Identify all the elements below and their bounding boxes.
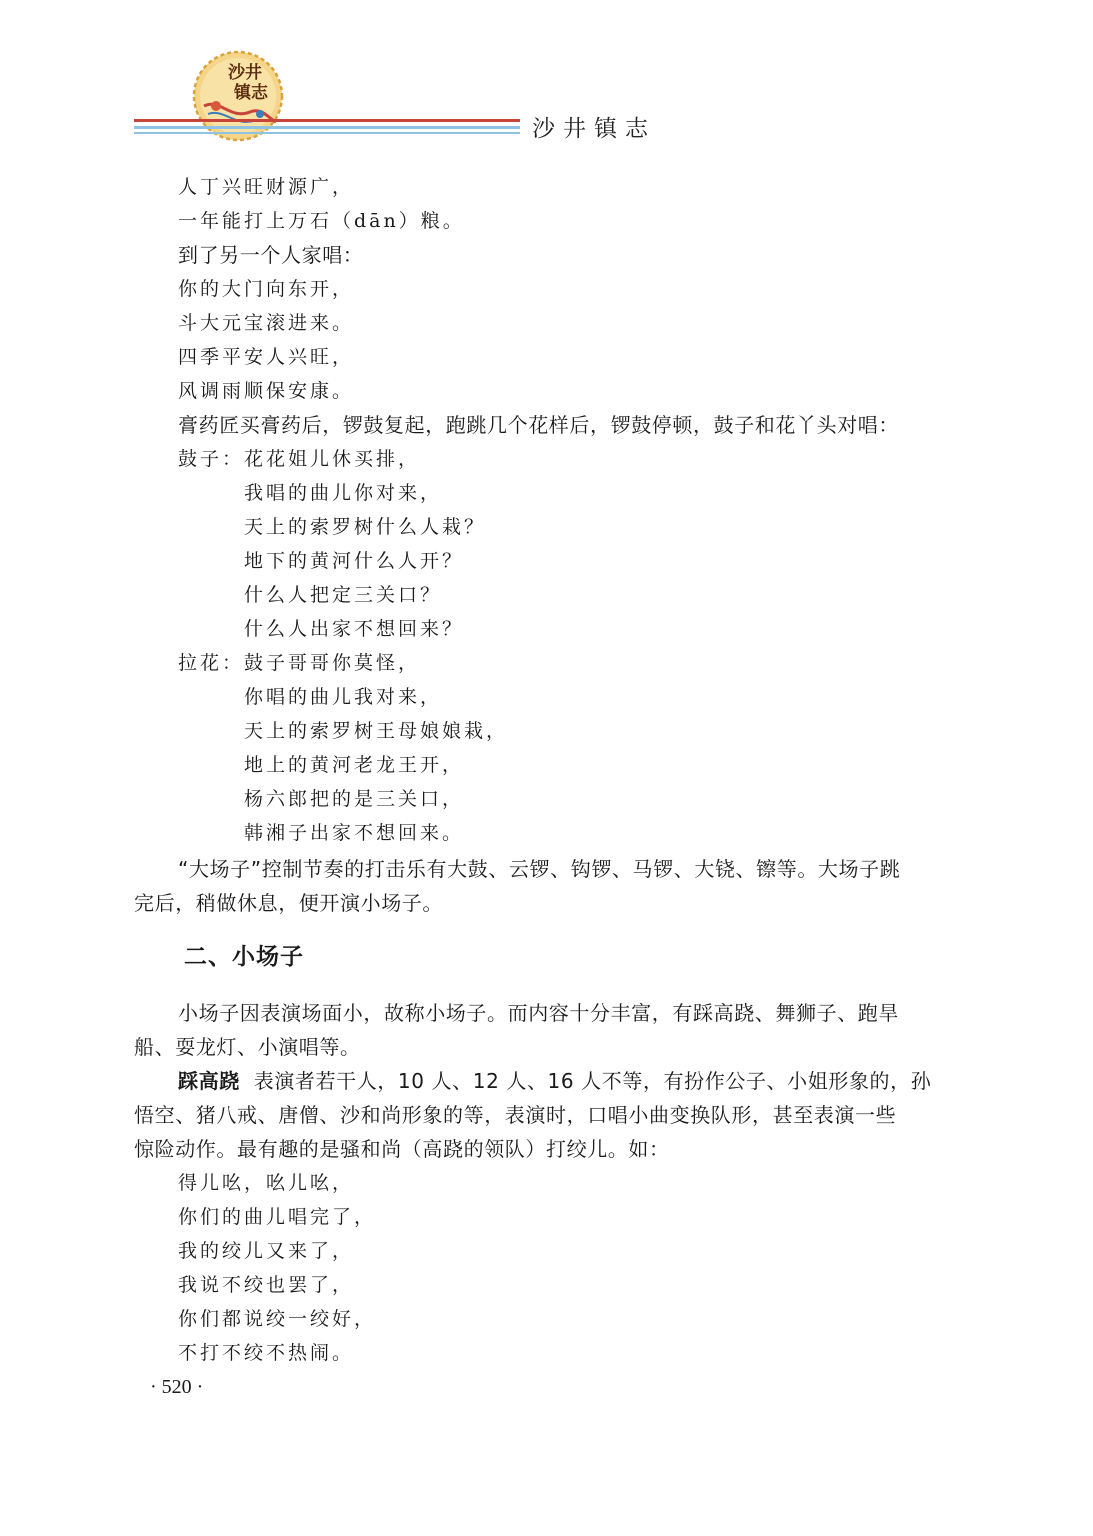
verse-line: 风调雨顺保安康。 bbox=[178, 380, 355, 402]
text-line: 到了另一个人家唱： bbox=[178, 243, 364, 267]
logo-text-line2: 镇志 bbox=[234, 83, 268, 103]
section-heading: 二、小场子 bbox=[184, 944, 304, 970]
header-rule-blue bbox=[134, 126, 520, 129]
verse-line: 天上的索罗树王母娘娘栽， bbox=[244, 720, 509, 742]
stilts-intro: 表演者若干人，10 人、12 人、16 人不等，有扮作公子、小姐形象的，孙 bbox=[253, 1069, 932, 1093]
text-line: “大场子”控制节奏的打击乐有大鼓、云锣、钩锣、马锣、大铙、镲等。大场子跳 bbox=[178, 857, 901, 881]
text-line bbox=[178, 1064, 931, 1098]
text-line: 惊险动作。最有趣的是骚和尚（高跷的领队）打绞儿。如： bbox=[134, 1137, 670, 1161]
text-line: 完后，稍做休息，便开演小场子。 bbox=[134, 891, 443, 915]
page-header bbox=[0, 0, 1093, 160]
term-stilts: 踩高跷 bbox=[178, 1069, 240, 1093]
dialogue-line: 拉花：鼓子哥哥你莫怪， bbox=[178, 652, 421, 674]
running-head: 沙井镇志 bbox=[532, 116, 656, 142]
verse-line: 什么人把定三关口？ bbox=[244, 584, 443, 606]
logo-text-line1: 沙井 bbox=[228, 63, 262, 83]
verse-line: 地下的黄河什么人开？ bbox=[244, 550, 465, 572]
town-chronicle-logo bbox=[190, 48, 286, 144]
text-line: 小场子因表演场面小，故称小场子。而内容十分丰富，有踩高跷、舞狮子、跑旱 bbox=[178, 1001, 899, 1025]
verse-line: 得儿吆，吆儿吆， bbox=[178, 1172, 355, 1194]
verse-line: 不打不绞不热闹。 bbox=[178, 1342, 355, 1364]
verse-line: 我说不绞也罢了， bbox=[178, 1274, 355, 1296]
verse-line: 杨六郎把的是三关口， bbox=[244, 788, 465, 810]
verse-line: 我唱的曲儿你对来， bbox=[244, 482, 443, 504]
verse-line: 我的绞儿又来了， bbox=[178, 1240, 355, 1262]
page-number: · 520 · bbox=[150, 1376, 204, 1398]
verse-line: 你唱的曲儿我对来， bbox=[244, 686, 443, 708]
text-line: 船、耍龙灯、小演唱等。 bbox=[134, 1035, 361, 1059]
verse-line: 什么人出家不想回来？ bbox=[244, 618, 465, 640]
verse-line: 你们都说绞一绞好， bbox=[178, 1308, 377, 1330]
verse-line: 你们的曲儿唱完了， bbox=[178, 1206, 377, 1228]
text-line: 膏药匠买膏药后，锣鼓复起，跑跳几个花样后，锣鼓停顿，鼓子和花丫头对唱： bbox=[178, 413, 899, 437]
header-rule-blue-thin bbox=[134, 132, 520, 134]
verse-line: 韩湘子出家不想回来。 bbox=[244, 822, 465, 844]
verse-line: 斗大元宝滚进来。 bbox=[178, 312, 355, 334]
verse-line: 天上的索罗树什么人栽？ bbox=[244, 516, 487, 538]
verse-line: 一年能打上万石（dān）粮。 bbox=[178, 210, 465, 232]
verse-line: 你的大门向东开， bbox=[178, 278, 355, 300]
verse-line: 人丁兴旺财源广， bbox=[178, 176, 355, 198]
text-line: 悟空、猪八戒、唐僧、沙和尚形象的等，表演时，口唱小曲变换队形，甚至表演一些 bbox=[134, 1103, 897, 1127]
header-rule-red bbox=[134, 119, 520, 122]
verse-line: 四季平安人兴旺， bbox=[178, 346, 355, 368]
dialogue-line: 鼓子：花花姐儿休买排， bbox=[178, 448, 421, 470]
verse-line: 地上的黄河老龙王开， bbox=[244, 754, 465, 776]
